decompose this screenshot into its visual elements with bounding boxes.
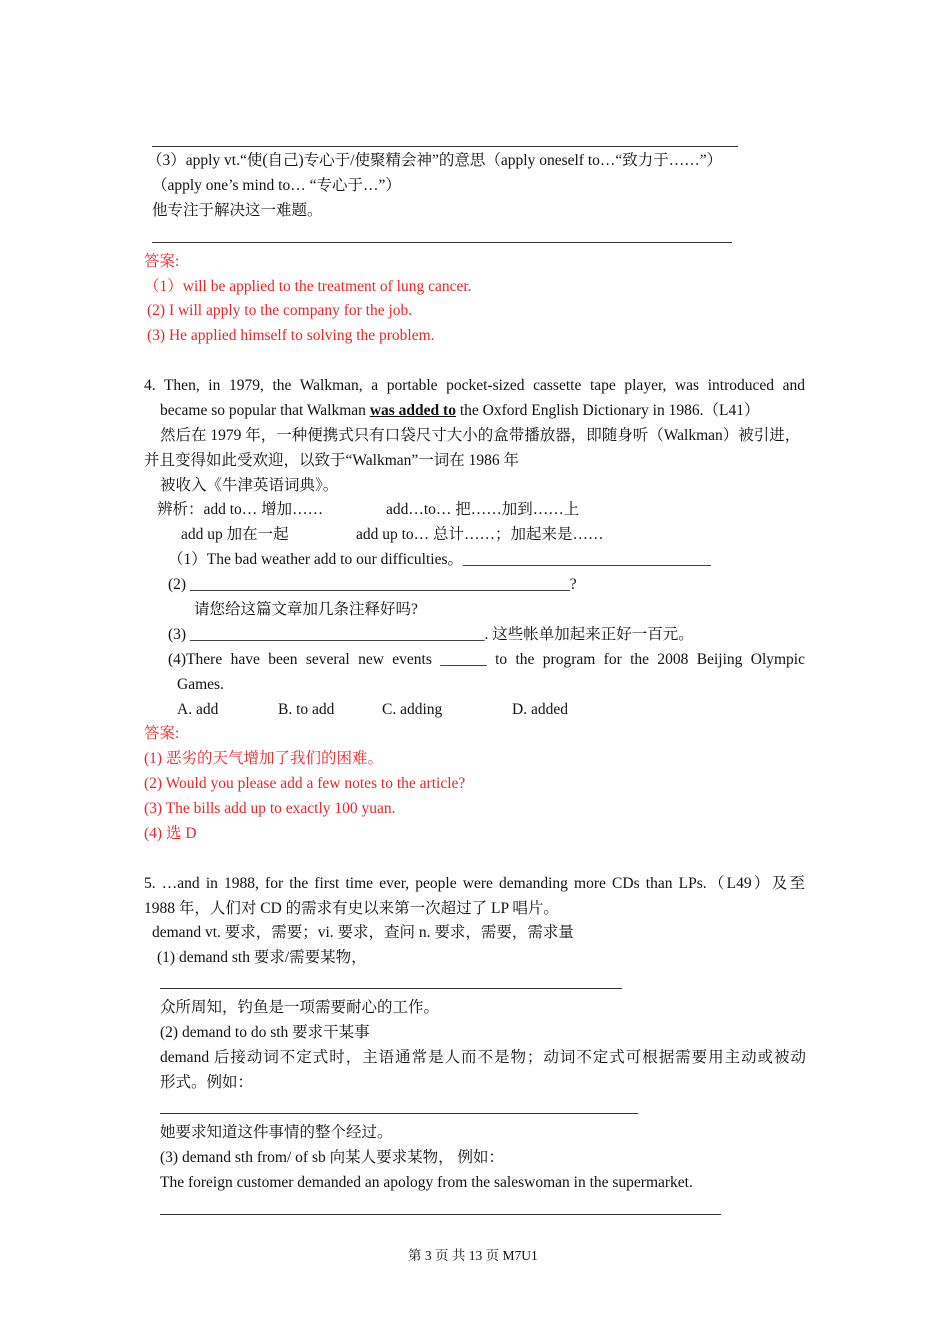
blank-line	[160, 1214, 721, 1215]
exercise-question: (2) _________________________________________________?	[168, 576, 577, 593]
blank-line	[152, 242, 732, 243]
distinction-item: add…to… 把……加到……上	[386, 501, 580, 518]
exercise-question: (4)There have been several new events ______ to the program for the 2008 Beijing Olympic	[168, 651, 805, 668]
answer-item: (1) 恶劣的天气增加了我们的困难。	[144, 750, 383, 767]
exercise-question-cont: Games.	[177, 676, 224, 693]
answer-label: 答案:	[144, 253, 180, 270]
sentence-text: the Oxford English Dictionary in 1986.（L41）	[455, 402, 760, 419]
usage-note: 形式。例如：	[160, 1074, 254, 1091]
sentence-text: became so popular that Walkman	[160, 402, 370, 419]
answer-label: 答案:	[144, 725, 180, 742]
translation-line: 1988 年，人们对 CD 的需求有史以来第一次超过了 LP 唱片。	[144, 900, 559, 917]
exercise-question: （1）The bad weather add to our difficulties。________________________________	[168, 551, 711, 568]
section-4-sentence-cont	[160, 401, 759, 421]
answer-item: (4) 选 D	[144, 825, 197, 842]
option-c: C. adding	[382, 701, 443, 718]
usage-point: (3) demand sth from/ of sb 向某人要求某物， 例如：	[160, 1149, 504, 1166]
exercise-prompt: 请您给这篇文章加几条注释好吗?	[194, 601, 418, 618]
exercise-question: (3) ______________________________________. 这些帐单加起来正好一百元。	[168, 626, 694, 643]
blank-line	[160, 1113, 638, 1114]
usage-note: demand 后接动词不定式时，主语通常是人而不是物；动词不定式可根据需要用主动或被动	[160, 1049, 806, 1066]
translation-task: 众所周知，钓鱼是一项需要耐心的工作。	[160, 999, 440, 1016]
section-5-sentence: 5. …and in 1988, for the first time ever, people were demanding more CDs than LPs.（L49）及至	[144, 875, 805, 892]
distinction-item: 辨析：add to… 增加……	[157, 501, 324, 518]
distinction-item: add up 加在一起	[181, 526, 289, 543]
section-4-sentence: 4. Then, in 1979, the Walkman, a portable pocket-sized cassette tape player, was introduced and	[144, 377, 805, 394]
apply-mind-note: （apply one’s mind to… “专心于…”）	[152, 177, 401, 194]
option-a: A. add	[177, 701, 219, 718]
answer-item: （1）will be applied to the treatment of lung cancer.	[144, 278, 472, 295]
key-phrase: was added to	[369, 402, 456, 419]
option-b: B. to add	[278, 701, 335, 718]
answer-item: (2) I will apply to the company for the job.	[147, 302, 413, 319]
blank-line	[152, 146, 738, 147]
distinction-item: add up to… 总计……；加起来是……	[356, 526, 604, 543]
translation-task: 她要求知道这件事情的整个经过。	[160, 1124, 393, 1141]
apply-definition: （3）apply vt.“使(自己)专心于/使聚精会神”的意思（apply oneself to…“致力于……”）	[147, 152, 723, 169]
page-footer: 第 3 页 共 13 页 M7U1	[408, 1248, 538, 1263]
translation-line: 被收入《牛津英语词典》。	[160, 477, 339, 494]
translation-task: 他专注于解决这一难题。	[152, 202, 323, 219]
usage-point: (2) demand to do sth 要求干某事	[160, 1024, 370, 1041]
answer-item: (3) The bills add up to exactly 100 yuan.	[144, 800, 396, 817]
translation-line: 然后在 1979 年，一种便携式只有口袋尺寸大小的盒带播放器，即随身听（Walkman）被引进，	[160, 427, 801, 444]
option-d: D. added	[512, 701, 568, 718]
blank-line	[160, 988, 622, 989]
usage-point: (1) demand sth 要求/需要某物，	[157, 949, 367, 966]
translation-line: 并且变得如此受欢迎，以致于“Walkman”一词在 1986 年	[144, 452, 520, 469]
example-sentence: The foreign customer demanded an apology from the saleswoman in the supermarket.	[160, 1174, 693, 1191]
answer-item: (2) Would you please add a few notes to the article?	[144, 775, 466, 792]
word-definition: demand vt. 要求，需要；vi. 要求，查问 n. 要求，需要，需求量	[152, 924, 574, 941]
answer-item: (3) He applied himself to solving the problem.	[147, 327, 435, 344]
